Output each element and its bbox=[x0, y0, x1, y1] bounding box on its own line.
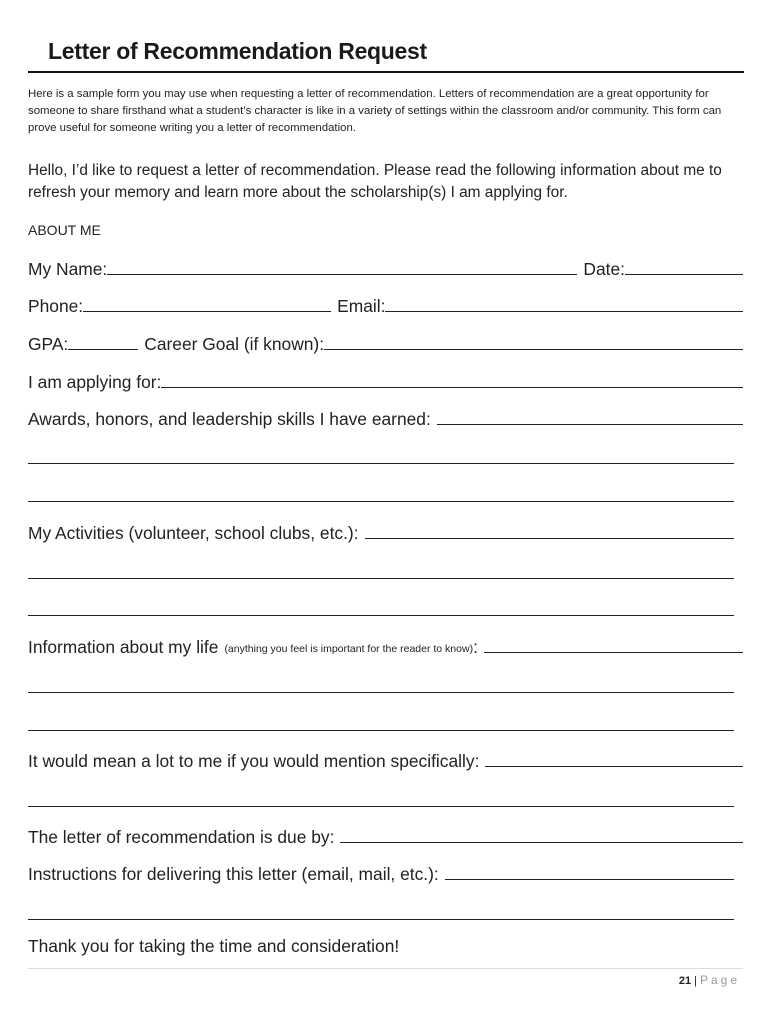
date-field[interactable] bbox=[625, 274, 743, 275]
life-colon: : bbox=[473, 637, 478, 657]
phone-email-row bbox=[28, 293, 743, 317]
mention-row bbox=[28, 748, 743, 772]
life-note: (anything you feel is important for the reader to know) bbox=[224, 643, 474, 655]
email-label: Email: bbox=[337, 296, 386, 316]
life-field[interactable] bbox=[484, 652, 743, 653]
mention-label: It would mean a lot to me if you would mention specifically: bbox=[28, 751, 480, 771]
awards-row bbox=[28, 406, 743, 430]
life-row bbox=[28, 634, 743, 658]
applying-for-label: I am applying for: bbox=[28, 372, 162, 392]
awards-field[interactable] bbox=[437, 424, 743, 425]
footer-divider bbox=[28, 968, 743, 969]
life-line-2[interactable] bbox=[28, 692, 734, 693]
thank-you-text: Thank you for taking the time and consideration! bbox=[28, 936, 400, 956]
activities-line-3[interactable] bbox=[28, 615, 734, 616]
activities-label: My Activities (volunteer, school clubs, etc.): bbox=[28, 523, 359, 543]
name-label: My Name: bbox=[28, 259, 108, 279]
delivery-line-2[interactable] bbox=[28, 919, 734, 920]
delivery-label: Instructions for delivering this letter (email, mail, etc.): bbox=[28, 864, 439, 884]
delivery-row bbox=[28, 861, 743, 885]
page-label: Page bbox=[699, 973, 740, 987]
awards-line-2[interactable] bbox=[28, 463, 734, 464]
due-by-label: The letter of recommendation is due by: bbox=[28, 827, 335, 847]
phone-label: Phone: bbox=[28, 296, 84, 316]
gpa-field[interactable] bbox=[68, 349, 138, 350]
page-title: Letter of Recommendation Request bbox=[48, 38, 427, 64]
section-heading-about-me: ABOUT ME bbox=[28, 222, 101, 238]
page-separator: | bbox=[694, 975, 697, 987]
due-by-field[interactable] bbox=[340, 842, 743, 843]
title-underline bbox=[28, 71, 744, 73]
email-field[interactable] bbox=[385, 311, 743, 312]
mention-line-2[interactable] bbox=[28, 806, 734, 807]
career-goal-field[interactable] bbox=[324, 349, 743, 350]
greeting-paragraph: Hello, I’d like to request a letter of recommendation. Please read the following information about me to refresh your memory and learn more about the scholarship(s) I am applying for. bbox=[28, 162, 722, 201]
page-number: 21 bbox=[678, 975, 692, 987]
career-goal-label: Career Goal (if known): bbox=[144, 334, 325, 354]
activities-field[interactable] bbox=[365, 538, 734, 539]
date-label: Date: bbox=[583, 259, 625, 279]
awards-line-3[interactable] bbox=[28, 501, 734, 502]
applying-for-row bbox=[28, 369, 743, 393]
applying-for-field[interactable] bbox=[161, 387, 743, 388]
intro-paragraph: Here is a sample form you may use when requesting a letter of recommendation. Letters of recommendation are a great opportunity for someone to share firsthand what a student’s character is like in a variety of settings within the classroom and/or community. This form can prove useful for someone writing you a letter of recommendation. bbox=[28, 88, 722, 134]
due-by-row bbox=[28, 824, 743, 848]
activities-line-2[interactable] bbox=[28, 578, 734, 579]
gpa-label: GPA: bbox=[28, 334, 69, 354]
delivery-field[interactable] bbox=[445, 879, 734, 880]
life-line-3[interactable] bbox=[28, 730, 734, 731]
name-field[interactable] bbox=[107, 274, 577, 275]
gpa-career-row bbox=[28, 331, 743, 355]
name-date-row bbox=[28, 256, 743, 280]
activities-row bbox=[28, 520, 743, 544]
awards-label: Awards, honors, and leadership skills I have earned: bbox=[28, 409, 431, 429]
life-label: Information about my life bbox=[28, 637, 219, 657]
page-footer bbox=[679, 973, 740, 987]
mention-field[interactable] bbox=[485, 766, 743, 767]
phone-field[interactable] bbox=[83, 311, 331, 312]
